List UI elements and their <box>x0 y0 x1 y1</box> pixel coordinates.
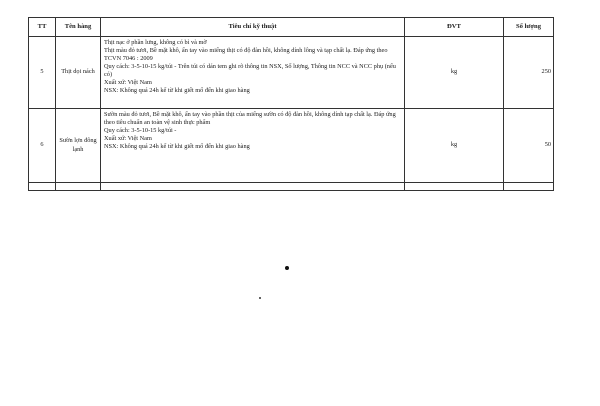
table-row <box>29 37 554 109</box>
row-spec <box>101 37 405 109</box>
header-qty: Số lượng <box>504 18 554 37</box>
header-unit: ĐVT <box>405 18 504 37</box>
scan-speck <box>285 266 289 270</box>
row-tt: 6 <box>29 109 56 183</box>
empty-cell <box>504 183 554 191</box>
row-tt: 5 <box>29 37 56 109</box>
empty-row <box>29 183 554 191</box>
scan-speck <box>259 297 261 299</box>
spec-line: Thịt màu đỏ tươi, Bề mặt khô, ấn tay vào miếng thịt có độ đàn hồi, không dính lông và tạp chất lạ. Đáp ứng theo TCVN 7046 : 2009 <box>104 47 388 63</box>
empty-cell <box>405 183 504 191</box>
spec-table <box>28 17 554 191</box>
spec-line: Quy cách: 3-5-10-15 kg/túi - Trên túi có dán tem ghi rõ thông tin NSX, Số lượng, Thông tin NCC và NCC phụ (nếu có) <box>104 63 396 79</box>
spec-line: Sườn màu đỏ tươi, Bề mặt khô, ấn tay vào phần thịt của miếng sườn có độ đàn hồi, không dính tạp chất lạ. Đáp ứng theo tiêu chuẩn an toàn vệ sinh thực phẩm <box>104 111 396 127</box>
header-spec: Tiêu chí kỹ thuật <box>101 18 405 37</box>
row-qty: 250 <box>504 37 554 109</box>
row-spec <box>101 109 405 183</box>
empty-cell <box>56 183 101 191</box>
empty-cell <box>101 183 405 191</box>
row-qty: 50 <box>504 109 554 183</box>
table-header-row <box>29 18 554 37</box>
row-unit: kg <box>405 37 504 109</box>
spec-line: Thịt nạc ở phần lưng, không có bì và mỡ <box>104 39 207 46</box>
row-unit: kg <box>405 109 504 183</box>
spec-line: NSX: Không quá 24h kể từ khi giết mổ đến khi giao hàng <box>104 143 250 151</box>
spec-line: Xuất xứ: Việt Nam <box>104 79 152 87</box>
table-row <box>29 109 554 183</box>
spec-line: Xuất xứ: Việt Nam <box>104 135 152 143</box>
spec-line: Quy cách: 3-5-10-15 kg/túi - <box>104 127 177 135</box>
header-tt: TT <box>29 18 56 37</box>
header-name: Tên hàng <box>56 18 101 37</box>
row-name: Sườn lợn đông lạnh <box>56 109 101 183</box>
empty-cell <box>29 183 56 191</box>
row-name: Thịt dọi nách <box>56 37 101 109</box>
spec-line: NSX: Không quá 24h kể từ khi giết mổ đến khi giao hàng <box>104 87 250 95</box>
